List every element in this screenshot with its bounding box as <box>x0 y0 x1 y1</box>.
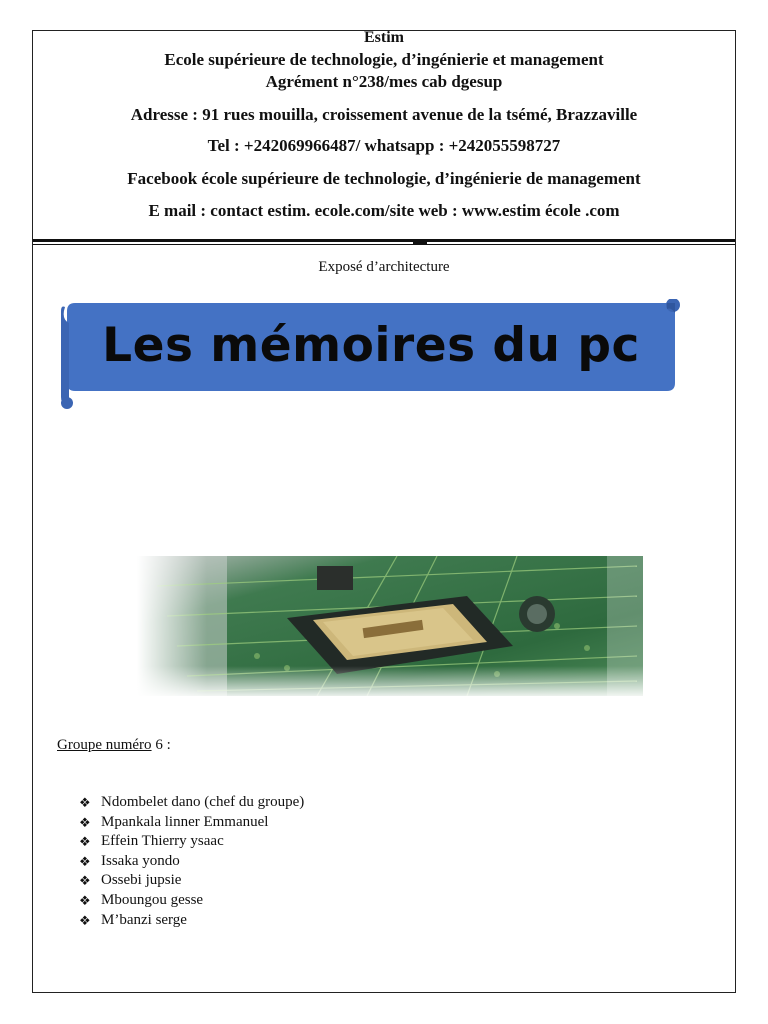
member-name: Ndombelet dano (chef du groupe) <box>101 794 305 810</box>
member-name: M’banzi serge <box>101 911 187 928</box>
list-item <box>79 813 304 833</box>
circuit-board-photo <box>137 556 643 696</box>
school-address: Adresse : 91 rues mouilla, croissement avenue de la tsémé, Brazzaville <box>130 105 638 124</box>
agreement-number: Agrément n°238/mes cab dgesup <box>265 72 503 91</box>
exposé-subject: Exposé d’architecture <box>318 259 450 275</box>
diamond-bullet-icon: ❖ <box>79 795 91 810</box>
page-frame <box>32 30 736 993</box>
header-divider-thick <box>33 239 735 242</box>
list-item <box>79 871 304 891</box>
school-email: E mail : contact estim. ecole.com/site web : www.estim école .com <box>148 201 620 220</box>
title-banner <box>61 299 681 391</box>
diamond-bullet-icon: ❖ <box>79 873 91 889</box>
group-label-number: 6 : <box>151 737 171 753</box>
diamond-bullet-icon: ❖ <box>79 853 91 869</box>
school-full-name: Ecole supérieure de technologie, d’ingénierie et management <box>164 50 604 69</box>
member-name: Mboungou gesse <box>101 891 204 908</box>
member-name: Issaka yondo <box>101 852 180 869</box>
list-item <box>79 911 304 931</box>
document-title: Les mémoires du pc <box>102 317 640 373</box>
group-members-list <box>79 793 304 930</box>
group-label-underlined: Groupe numéro <box>57 737 152 753</box>
diamond-bullet-icon: ❖ <box>79 892 91 908</box>
list-item <box>79 891 304 911</box>
member-name: Ossebi jupsie <box>101 872 182 889</box>
list-item <box>79 832 304 852</box>
diamond-bullet-icon: ❖ <box>79 834 91 850</box>
list-item <box>79 793 304 813</box>
member-name: Mpankala linner Emmanuel <box>101 813 269 830</box>
group-number-label <box>57 737 171 754</box>
list-item <box>79 852 304 872</box>
diamond-bullet-icon: ❖ <box>79 912 91 928</box>
diamond-bullet-icon: ❖ <box>79 814 91 830</box>
member-name: Effein Thierry ysaac <box>101 833 224 850</box>
school-short-name: Estim <box>364 29 404 46</box>
school-facebook: Facebook école supérieure de technologie, d’ingénierie de management <box>127 169 641 188</box>
header-divider-thin <box>33 244 735 245</box>
school-phone: Tel : +242069966487/ whatsapp : +242055598727 <box>207 136 561 155</box>
